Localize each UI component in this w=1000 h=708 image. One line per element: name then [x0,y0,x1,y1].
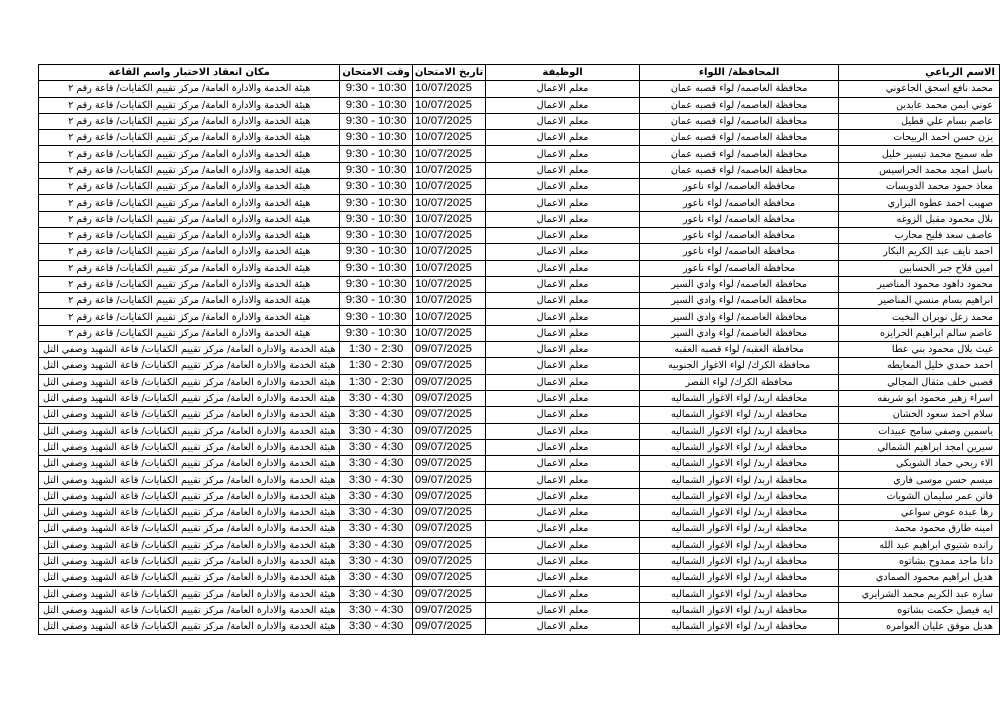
cell-date: 09/07/2025 [412,342,485,358]
cell-governorate: محافظة العاصمه/ لواء قصبه عمان [639,130,839,146]
cell-place: هيئة الخدمة والادارة العامة/ مركز تقييم الكفايات/ قاعة الشهيد وصفي التل [39,374,340,390]
cell-time: 3:30 - 4:30 [340,537,412,553]
cell-name: معاذ حمود محمد الدويسات [839,179,1000,195]
cell-name: سيرين امجد ابراهيم الشمالي [839,439,1000,455]
cell-time: 9:30 - 10:30 [340,97,412,113]
cell-governorate: محافظة الكرك/ لواء الاغوار الجنوبيه [639,358,839,374]
table-row [39,162,1000,178]
cell-job: معلم الاعمال [486,358,640,374]
cell-name: يزن حسن احمد الربيحات [839,130,1000,146]
cell-governorate: محافظة العاصمه/ لواء قصبه عمان [639,97,839,113]
table-row [39,293,1000,309]
cell-job: معلم الاعمال [486,472,640,488]
cell-job: معلم الاعمال [486,244,640,260]
cell-job: معلم الاعمال [486,179,640,195]
cell-name: احمد حمدي خليل المعايطه [839,358,1000,374]
cell-date: 09/07/2025 [412,619,485,635]
table-row [39,81,1000,97]
cell-time: 9:30 - 10:30 [340,195,412,211]
cell-date: 09/07/2025 [412,439,485,455]
cell-governorate: محافظة اربد/ لواء الاغوار الشماليه [639,521,839,537]
cell-date: 10/07/2025 [412,195,485,211]
cell-date: 09/07/2025 [412,374,485,390]
cell-job: معلم الاعمال [486,586,640,602]
cell-place: هيئة الخدمة والادارة العامة/ مركز تقييم الكفايات/ قاعة الشهيد وصفي التل [39,342,340,358]
cell-date: 09/07/2025 [412,553,485,569]
cell-date: 09/07/2025 [412,456,485,472]
cell-date: 09/07/2025 [412,602,485,618]
cell-date: 10/07/2025 [412,293,485,309]
cell-name: محمد زعل نوبران البخيت [839,309,1000,325]
cell-place: هيئة الخدمة والادارة العامة/ مركز تقييم الكفايات/ قاعة الشهيد وصفي التل [39,553,340,569]
cell-date: 10/07/2025 [412,227,485,243]
cell-job: معلم الاعمال [486,162,640,178]
table-row [39,407,1000,423]
cell-name: سلام احمد سعود الخشان [839,407,1000,423]
cell-name: هديل ابراهيم محمود الصمادي [839,570,1000,586]
cell-date: 09/07/2025 [412,505,485,521]
exam-schedule-table [38,64,1000,635]
cell-place: هيئة الخدمة والادارة العامة/ مركز تقييم الكفايات/ قاعة رقم ٢ [39,162,340,178]
cell-job: معلم الاعمال [486,342,640,358]
cell-job: معلم الاعمال [486,113,640,129]
cell-job: معلم الاعمال [486,211,640,227]
cell-governorate: محافظة العاصمه/ لواء قصبه عمان [639,81,839,97]
cell-time: 9:30 - 10:30 [340,309,412,325]
table-row [39,488,1000,504]
cell-governorate: محافظة العاصمه/ لواء قصبه عمان [639,146,839,162]
cell-governorate: محافظة اربد/ لواء الاغوار الشماليه [639,505,839,521]
header-row [39,65,1000,81]
cell-governorate: محافظة العاصمه/ لواء وادي السير [639,276,839,292]
cell-governorate: محافظة اربد/ لواء الاغوار الشماليه [639,570,839,586]
cell-governorate: محافظة اربد/ لواء الاغوار الشماليه [639,423,839,439]
cell-time: 9:30 - 10:30 [340,162,412,178]
cell-date: 09/07/2025 [412,423,485,439]
cell-governorate: محافظة اربد/ لواء الاغوار الشماليه [639,472,839,488]
cell-job: معلم الاعمال [486,407,640,423]
cell-job: معلم الاعمال [486,293,640,309]
table-row [39,537,1000,553]
header-date: تاريخ الامتحان [412,65,485,81]
table-row [39,602,1000,618]
cell-governorate: محافظة العاصمه/ لواء وادي السير [639,309,839,325]
cell-place: هيئة الخدمة والادارة العامة/ مركز تقييم الكفايات/ قاعة رقم ٢ [39,293,340,309]
table-row [39,553,1000,569]
cell-place: هيئة الخدمة والادارة العامة/ مركز تقييم الكفايات/ قاعة رقم ٢ [39,97,340,113]
cell-time: 3:30 - 4:30 [340,570,412,586]
cell-governorate: محافظة العقبه/ لواء قصبه العقبه [639,342,839,358]
cell-time: 1:30 - 2:30 [340,358,412,374]
cell-job: معلم الاعمال [486,309,640,325]
cell-name: باسل امجد محمد الحراسيس [839,162,1000,178]
cell-time: 3:30 - 4:30 [340,456,412,472]
cell-name: محمود داهود محمود المناصير [839,276,1000,292]
cell-place: هيئة الخدمة والادارة العامة/ مركز تقييم الكفايات/ قاعة الشهيد وصفي التل [39,390,340,406]
cell-time: 9:30 - 10:30 [340,293,412,309]
cell-date: 10/07/2025 [412,130,485,146]
cell-time: 3:30 - 4:30 [340,488,412,504]
cell-governorate: محافظة اربد/ لواء الاغوار الشماليه [639,390,839,406]
table-row [39,113,1000,129]
cell-place: هيئة الخدمة والادارة العامة/ مركز تقييم الكفايات/ قاعة رقم ٢ [39,325,340,341]
cell-time: 3:30 - 4:30 [340,472,412,488]
table-body [39,81,1000,635]
cell-time: 9:30 - 10:30 [340,81,412,97]
cell-date: 10/07/2025 [412,113,485,129]
table-row [39,472,1000,488]
table-row [39,342,1000,358]
cell-job: معلم الاعمال [486,553,640,569]
cell-time: 3:30 - 4:30 [340,390,412,406]
cell-job: معلم الاعمال [486,276,640,292]
cell-time: 3:30 - 4:30 [340,423,412,439]
cell-governorate: محافظة العاصمه/ لواء قصبه عمان [639,162,839,178]
cell-time: 3:30 - 4:30 [340,602,412,618]
cell-date: 09/07/2025 [412,521,485,537]
cell-name: ايه فيصل حكمت بشاتوه [839,602,1000,618]
table-row [39,309,1000,325]
cell-time: 3:30 - 4:30 [340,505,412,521]
cell-time: 3:30 - 4:30 [340,521,412,537]
cell-job: معلم الاعمال [486,130,640,146]
table-row [39,260,1000,276]
cell-time: 9:30 - 10:30 [340,211,412,227]
cell-place: هيئة الخدمة والادارة العامة/ مركز تقييم الكفايات/ قاعة الشهيد وصفي التل [39,439,340,455]
cell-name: قصبي خلف مثقال المجالي [839,374,1000,390]
cell-date: 09/07/2025 [412,390,485,406]
cell-job: معلم الاعمال [486,505,640,521]
table-row [39,619,1000,635]
header-name: الاسم الرباعي [839,65,1000,81]
cell-time: 9:30 - 10:30 [340,130,412,146]
cell-name: الاء ربحي حماد الشويكي [839,456,1000,472]
cell-governorate: محافظة اربد/ لواء الاغوار الشماليه [639,407,839,423]
cell-place: هيئة الخدمة والادارة العامة/ مركز تقييم الكفايات/ قاعة الشهيد وصفي التل [39,407,340,423]
cell-time: 9:30 - 10:30 [340,276,412,292]
cell-name: رها عبده عوض سواعي [839,505,1000,521]
cell-job: معلم الاعمال [486,227,640,243]
cell-date: 09/07/2025 [412,358,485,374]
cell-job: معلم الاعمال [486,521,640,537]
cell-governorate: محافظة اربد/ لواء الاغوار الشماليه [639,586,839,602]
table-row [39,439,1000,455]
cell-name: عاصم سالم ابراهيم الحرايزه [839,325,1000,341]
exam-schedule-sheet [38,64,1000,635]
cell-governorate: محافظة العاصمه/ لواء ناعور [639,195,839,211]
cell-name: عاصف سعد فليح محارب [839,227,1000,243]
cell-place: هيئة الخدمة والادارة العامة/ مركز تقييم الكفايات/ قاعة الشهيد وصفي التل [39,570,340,586]
cell-time: 3:30 - 4:30 [340,439,412,455]
cell-place: هيئة الخدمة والادارة العامة/ مركز تقييم الكفايات/ قاعة الشهيد وصفي التل [39,472,340,488]
cell-date: 09/07/2025 [412,407,485,423]
cell-job: معلم الاعمال [486,146,640,162]
cell-name: طه سميح محمد تيسير خليل [839,146,1000,162]
cell-time: 9:30 - 10:30 [340,113,412,129]
cell-name: فاتن عمر سليمان الشويات [839,488,1000,504]
header-governorate: المحافظة/ اللواء [639,65,839,81]
cell-place: هيئة الخدمة والادارة العامة/ مركز تقييم الكفايات/ قاعة الشهيد وصفي التل [39,456,340,472]
cell-time: 9:30 - 10:30 [340,260,412,276]
cell-governorate: محافظة الكرك/ لواء القصر [639,374,839,390]
table-row [39,97,1000,113]
table-row [39,146,1000,162]
cell-place: هيئة الخدمة والادارة العامة/ مركز تقييم الكفايات/ قاعة الشهيد وصفي التل [39,521,340,537]
cell-governorate: محافظة العاصمه/ لواء ناعور [639,244,839,260]
cell-job: معلم الاعمال [486,390,640,406]
cell-time: 3:30 - 4:30 [340,553,412,569]
cell-time: 1:30 - 2:30 [340,374,412,390]
cell-place: هيئة الخدمة والادارة العامة/ مركز تقييم الكفايات/ قاعة رقم ٢ [39,113,340,129]
cell-name: ساره عبد الكريم محمد الشرايري [839,586,1000,602]
cell-governorate: محافظة اربد/ لواء الاغوار الشماليه [639,439,839,455]
cell-place: هيئة الخدمة والادارة العامة/ مركز تقييم الكفايات/ قاعة رقم ٢ [39,179,340,195]
cell-place: هيئة الخدمة والادارة العامة/ مركز تقييم الكفايات/ قاعة الشهيد وصفي التل [39,488,340,504]
cell-place: هيئة الخدمة والادارة العامة/ مركز تقييم الكفايات/ قاعة رقم ٢ [39,227,340,243]
cell-date: 09/07/2025 [412,472,485,488]
cell-governorate: محافظة العاصمه/ لواء قصبه عمان [639,113,839,129]
cell-job: معلم الاعمال [486,81,640,97]
cell-job: معلم الاعمال [486,488,640,504]
cell-time: 3:30 - 4:30 [340,407,412,423]
table-row [39,195,1000,211]
cell-governorate: محافظة العاصمه/ لواء وادي السير [639,293,839,309]
cell-name: ياسمين وصفي سامح عبيدات [839,423,1000,439]
table-row [39,276,1000,292]
table-row [39,521,1000,537]
cell-date: 10/07/2025 [412,179,485,195]
cell-date: 09/07/2025 [412,488,485,504]
cell-name: امين فلاح جبر الحسابين [839,260,1000,276]
cell-date: 10/07/2025 [412,146,485,162]
cell-job: معلم الاعمال [486,423,640,439]
cell-date: 09/07/2025 [412,586,485,602]
table-row [39,211,1000,227]
table-row [39,358,1000,374]
cell-governorate: محافظة العاصمه/ لواء ناعور [639,211,839,227]
cell-job: معلم الاعمال [486,439,640,455]
cell-place: هيئة الخدمة والادارة العامة/ مركز تقييم الكفايات/ قاعة الشهيد وصفي التل [39,602,340,618]
cell-job: معلم الاعمال [486,619,640,635]
table-row [39,325,1000,341]
cell-date: 10/07/2025 [412,97,485,113]
table-row [39,586,1000,602]
cell-governorate: محافظة العاصمه/ لواء ناعور [639,227,839,243]
table-row [39,390,1000,406]
cell-time: 1:30 - 2:30 [340,342,412,358]
cell-date: 10/07/2025 [412,244,485,260]
cell-place: هيئة الخدمة والادارة العامة/ مركز تقييم الكفايات/ قاعة رقم ٢ [39,244,340,260]
cell-place: هيئة الخدمة والادارة العامة/ مركز تقييم الكفايات/ قاعة رقم ٢ [39,309,340,325]
cell-place: هيئة الخدمة والادارة العامة/ مركز تقييم الكفايات/ قاعة الشهيد وصفي التل [39,423,340,439]
cell-date: 09/07/2025 [412,537,485,553]
cell-place: هيئة الخدمة والادارة العامة/ مركز تقييم الكفايات/ قاعة الشهيد وصفي التل [39,619,340,635]
cell-place: هيئة الخدمة والادارة العامة/ مركز تقييم الكفايات/ قاعة رقم ٢ [39,276,340,292]
cell-name: بلال محمود مقبل الزوغه [839,211,1000,227]
cell-job: معلم الاعمال [486,537,640,553]
cell-time: 3:30 - 4:30 [340,586,412,602]
cell-name: صهيب احمد عطوه البراري [839,195,1000,211]
cell-place: هيئة الخدمة والادارة العامة/ مركز تقييم الكفايات/ قاعة الشهيد وصفي التل [39,537,340,553]
table-row [39,505,1000,521]
cell-governorate: محافظة اربد/ لواء الاغوار الشماليه [639,456,839,472]
cell-name: محمد نافع اسحق الجاعوني [839,81,1000,97]
cell-job: معلم الاعمال [486,325,640,341]
cell-place: هيئة الخدمة والادارة العامة/ مركز تقييم الكفايات/ قاعة رقم ٢ [39,130,340,146]
cell-name: ميسم حسن موسى فاري [839,472,1000,488]
cell-job: معلم الاعمال [486,97,640,113]
cell-name: احمد نايف عبد الكريم البكار [839,244,1000,260]
table-row [39,374,1000,390]
cell-date: 09/07/2025 [412,570,485,586]
cell-governorate: محافظة اربد/ لواء الاغوار الشماليه [639,553,839,569]
cell-name: هديل موفق عليان العوامره [839,619,1000,635]
table-row [39,227,1000,243]
header-place: مكان انعقاد الاختبار واسم القاعة [39,65,340,81]
cell-name: عاصم بسام علي قطيل [839,113,1000,129]
cell-time: 9:30 - 10:30 [340,244,412,260]
table-row [39,423,1000,439]
cell-place: هيئة الخدمة والادارة العامة/ مركز تقييم الكفايات/ قاعة رقم ٢ [39,211,340,227]
cell-place: هيئة الخدمة والادارة العامة/ مركز تقييم الكفايات/ قاعة الشهيد وصفي التل [39,505,340,521]
table-row [39,244,1000,260]
cell-place: هيئة الخدمة والادارة العامة/ مركز تقييم الكفايات/ قاعة رقم ٢ [39,195,340,211]
cell-name: دانا ماجد ممدوح بشاتوه [839,553,1000,569]
cell-date: 10/07/2025 [412,260,485,276]
cell-time: 9:30 - 10:30 [340,179,412,195]
table-row [39,179,1000,195]
header-time: وقت الامتحان [340,65,412,81]
cell-place: هيئة الخدمة والادارة العامة/ مركز تقييم الكفايات/ قاعة رقم ٢ [39,81,340,97]
cell-time: 9:30 - 10:30 [340,325,412,341]
table-row [39,130,1000,146]
cell-date: 10/07/2025 [412,276,485,292]
cell-place: هيئة الخدمة والادارة العامة/ مركز تقييم الكفايات/ قاعة رقم ٢ [39,146,340,162]
table-row [39,570,1000,586]
table-row [39,456,1000,472]
cell-date: 10/07/2025 [412,81,485,97]
cell-governorate: محافظة اربد/ لواء الاغوار الشماليه [639,602,839,618]
cell-date: 10/07/2025 [412,325,485,341]
cell-job: معلم الاعمال [486,374,640,390]
cell-time: 9:30 - 10:30 [340,227,412,243]
cell-name: ابراهيم بسام منسي المناصير [839,293,1000,309]
cell-date: 10/07/2025 [412,309,485,325]
cell-job: معلم الاعمال [486,260,640,276]
cell-job: معلم الاعمال [486,195,640,211]
cell-name: غيث بلال محمود بني عطا [839,342,1000,358]
cell-job: معلم الاعمال [486,456,640,472]
header-job: الوظيفة [486,65,640,81]
cell-governorate: محافظة العاصمه/ لواء وادي السير [639,325,839,341]
cell-governorate: محافظة اربد/ لواء الاغوار الشماليه [639,619,839,635]
cell-time: 3:30 - 4:30 [340,619,412,635]
cell-governorate: محافظة اربد/ لواء الاغوار الشماليه [639,537,839,553]
cell-time: 9:30 - 10:30 [340,146,412,162]
cell-name: امينه طارق محمود محمد [839,521,1000,537]
cell-name: رانده شتيوي ابراهيم عبد الله [839,537,1000,553]
cell-place: هيئة الخدمة والادارة العامة/ مركز تقييم الكفايات/ قاعة الشهيد وصفي التل [39,358,340,374]
cell-governorate: محافظة اربد/ لواء الاغوار الشماليه [639,488,839,504]
cell-place: هيئة الخدمة والادارة العامة/ مركز تقييم الكفايات/ قاعة رقم ٢ [39,260,340,276]
cell-name: اسراء زهير محمود ابو شريفه [839,390,1000,406]
cell-name: عوني ايمن محمد عابدين [839,97,1000,113]
cell-date: 10/07/2025 [412,211,485,227]
cell-job: معلم الاعمال [486,602,640,618]
cell-governorate: محافظة العاصمه/ لواء ناعور [639,260,839,276]
cell-job: معلم الاعمال [486,570,640,586]
cell-date: 10/07/2025 [412,162,485,178]
cell-governorate: محافظة العاصمه/ لواء ناعور [639,179,839,195]
cell-place: هيئة الخدمة والادارة العامة/ مركز تقييم الكفايات/ قاعة الشهيد وصفي التل [39,586,340,602]
